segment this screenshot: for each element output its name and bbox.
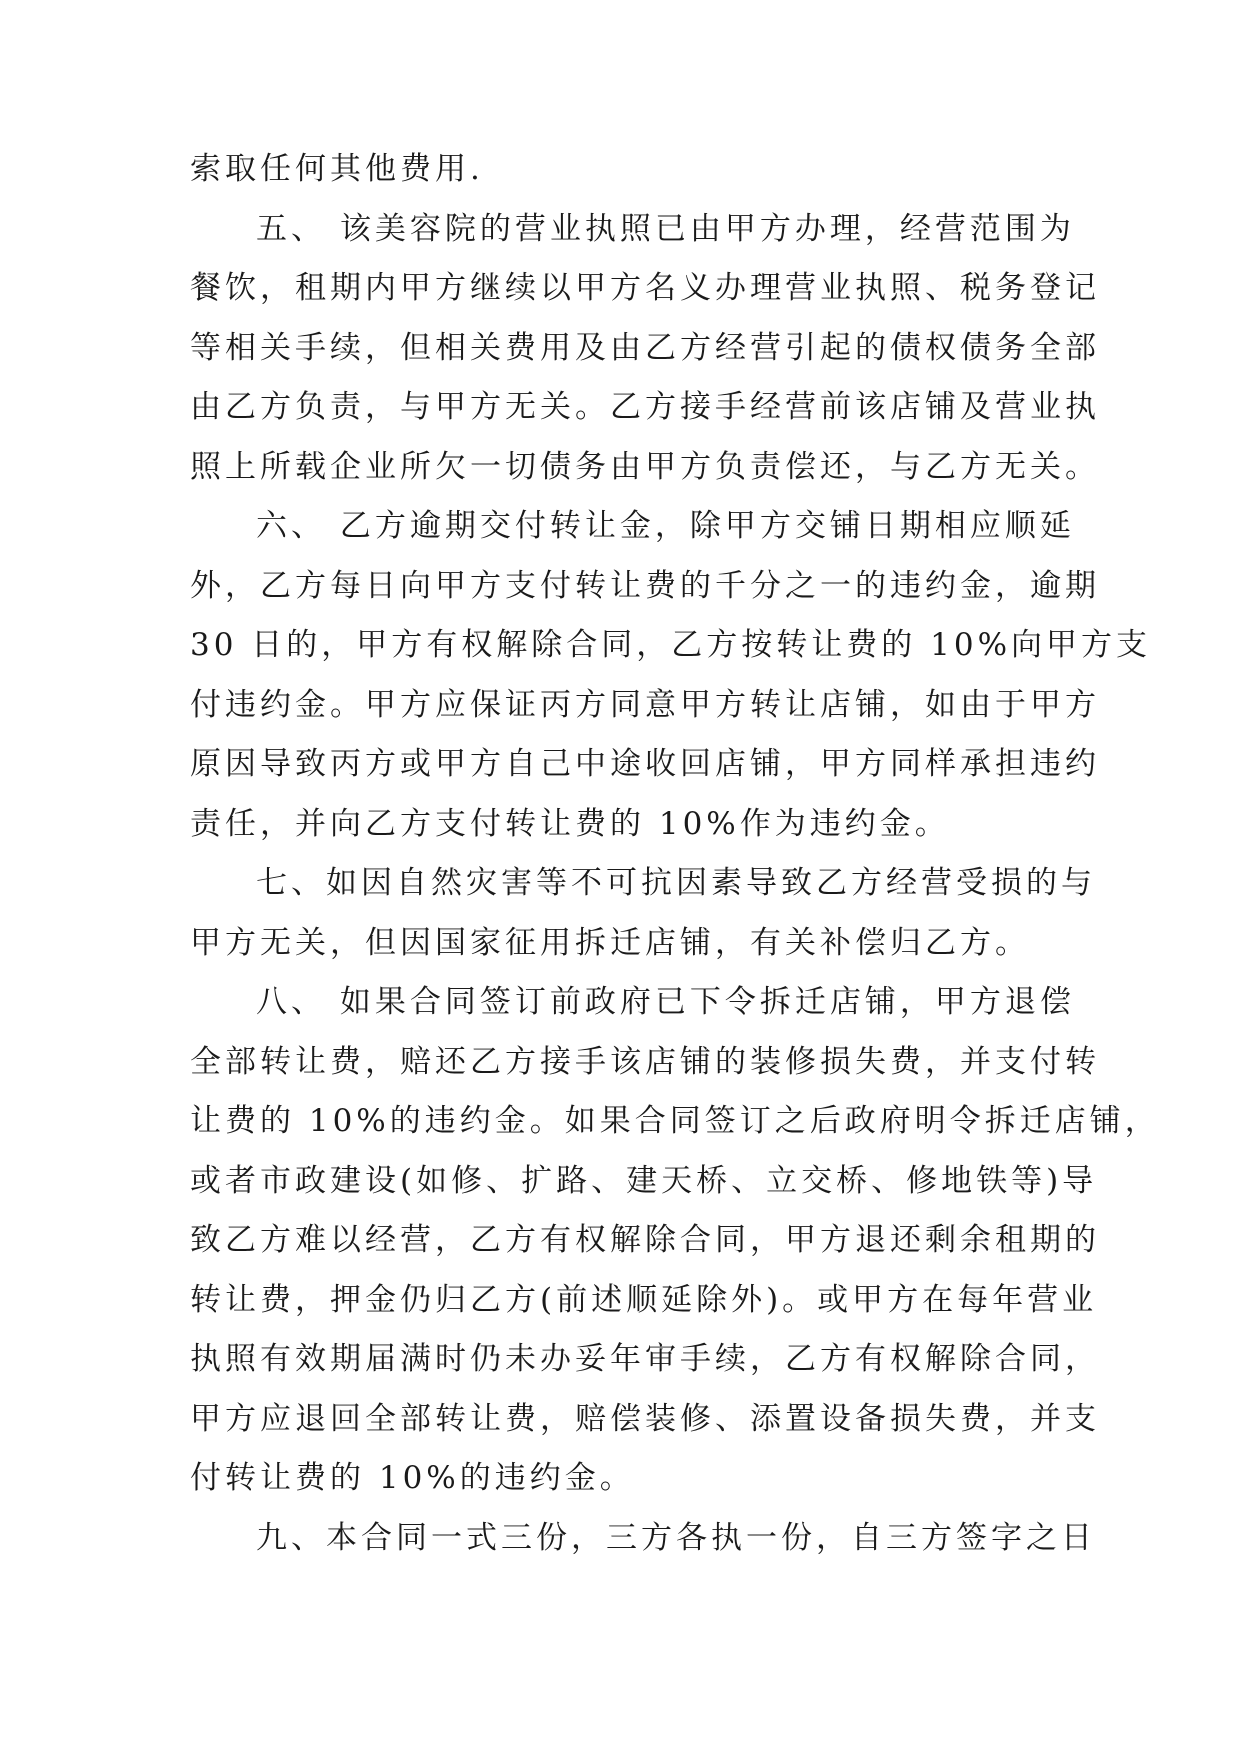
text-line: 转让费，押金仍归乙方(前述顺延除外)。或甲方在每年营业: [190, 1281, 1098, 1318]
clause-5-line: 五、 该美容院的营业执照已由甲方办理，经营范围为: [256, 210, 1075, 247]
text-line: 全部转让费，赔还乙方接手该店铺的装修损失费，并支付转: [190, 1043, 1100, 1080]
text-line: 原因导致丙方或甲方自己中途收回店铺，甲方同样承担违约: [190, 746, 1100, 782]
text-line: 致乙方难以经营，乙方有权解除合同，甲方退还剩余租期的: [190, 1222, 1100, 1258]
clause-7-line: 七、如因自然灾害等不可抗因素导致乙方经营受损的与: [256, 865, 1096, 901]
text-line: 付违约金。甲方应保证丙方同意甲方转让店铺，如由于甲方: [190, 686, 1100, 723]
clause-6-line: 六、 乙方逾期交付转让金，除甲方交铺日期相应顺延: [256, 508, 1075, 544]
text-line: 由乙方负责，与甲方无关。乙方接手经营前该店铺及营业执: [190, 389, 1100, 425]
clause-8-line: 八、 如果合同签订前政府已下令拆迁店铺，甲方退偿: [256, 984, 1075, 1020]
text-line: 执照有效期届满时仍未办妥年审手续，乙方有权解除合同，: [190, 1341, 1100, 1377]
text-line: 或者市政建设(如修、扩路、建天桥、立交桥、修地铁等)导: [190, 1162, 1098, 1199]
contract-text: [190, 140, 1160, 1568]
text-line: 让费的 10%的违约金。如果合同签订之后政府明令拆迁店铺，: [190, 1103, 1160, 1139]
text-line: 责任，并向乙方支付转让费的 10%作为违约金。: [190, 805, 950, 842]
text-line: 30 日的，甲方有权解除合同，乙方按转让费的 10%向甲方支: [190, 627, 1152, 663]
text-line: 餐饮，租期内甲方继续以甲方名义办理营业执照、税务登记: [190, 270, 1100, 306]
text-line: 外，乙方每日向甲方支付转让费的千分之一的违约金，逾期: [190, 567, 1100, 604]
text-line: 照上所载企业所欠一切债务由甲方负责偿还，与乙方无关。: [190, 448, 1100, 485]
text-line: 付转让费的 10%的违约金。: [190, 1460, 635, 1496]
text-line: 甲方应退回全部转让费，赔偿装修、添置设备损失费，并支: [190, 1400, 1100, 1437]
text-line: 甲方无关，但因国家征用拆迁店铺，有关补偿归乙方。: [190, 924, 1030, 961]
text-line: 索取任何其他费用.: [190, 151, 484, 187]
text-line: 等相关手续，但相关费用及由乙方经营引起的债权债务全部: [190, 329, 1100, 366]
clause-9-line: 九、本合同一式三份，三方各执一份，自三方签字之日: [256, 1519, 1096, 1556]
